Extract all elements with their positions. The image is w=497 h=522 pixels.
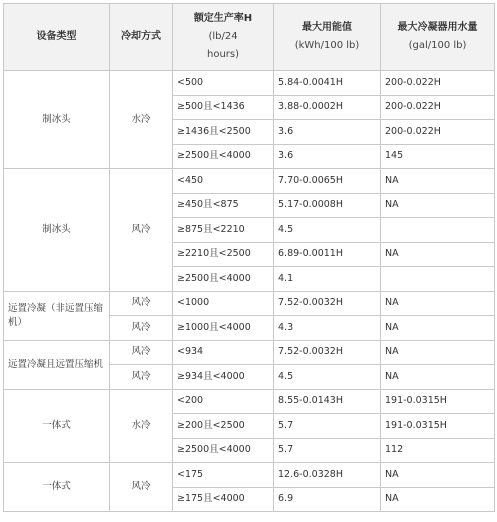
header-cooling: 冷却方式 [110,4,173,71]
water-cell: NA [381,242,495,267]
water-cell: NA [381,463,495,488]
water-cell: 200-0.022H [381,120,495,145]
cooling-cell: 水冷 [110,71,173,169]
rated-range-cell: <934 [173,340,274,365]
header-rated-title: 额定生产率H [193,13,253,24]
table-row [4,463,495,488]
water-cell: 191-0.0315H [381,389,495,414]
rated-range-cell: ≥450且<875 [173,193,274,218]
energy-cell: 4.5 [274,218,381,243]
cooling-cell: 风冷 [110,291,173,316]
ice-machine-standards-table [3,3,495,512]
header-energy [274,4,381,71]
cooling-cell: 风冷 [110,316,173,341]
table-row [4,389,495,414]
water-cell: 200-0.022H [381,95,495,120]
header-rated-production [173,4,274,71]
cooling-cell: 水冷 [110,389,173,463]
energy-cell: 7.52-0.0032H [274,291,381,316]
header-rated-unit-2: hours) [206,49,240,60]
energy-cell: 12.6-0.0328H [274,463,381,488]
rated-range-cell: ≥1436且<2500 [173,120,274,145]
header-energy-title: 最大用能值 [302,22,352,33]
header-device-type: 设备类型 [4,4,110,71]
rated-range-cell: <200 [173,389,274,414]
energy-cell: 5.17-0.0008H [274,193,381,218]
rated-range-cell: ≥2500且<4000 [173,267,274,292]
rated-range-cell: ≥2500且<4000 [173,144,274,169]
header-water-unit: (gal/100 lb) [408,40,467,51]
rated-range-cell: ≥200且<2500 [173,414,274,439]
water-cell: NA [381,193,495,218]
water-cell: NA [381,365,495,390]
header-energy-unit: (kWh/100 lb) [294,40,360,51]
rated-range-cell: ≥1000且<4000 [173,316,274,341]
water-cell: 191-0.0315H [381,414,495,439]
water-cell [381,218,495,243]
energy-cell: 6.9 [274,487,381,512]
header-row [4,4,495,71]
cooling-cell: 风冷 [110,463,173,512]
device-type-cell: 制冰头 [4,169,110,292]
rated-range-cell: ≥175且<4000 [173,487,274,512]
water-cell: 200-0.022H [381,71,495,96]
device-type-cell: 一体式 [4,389,110,463]
energy-cell: 3.6 [274,144,381,169]
energy-cell: 8.55-0.0143H [274,389,381,414]
water-cell: NA [381,316,495,341]
water-cell: NA [381,169,495,194]
water-cell: NA [381,340,495,365]
energy-cell: 5.7 [274,414,381,439]
water-cell: NA [381,291,495,316]
device-type-cell: 远置冷凝（非远置压缩机） [4,291,110,340]
rated-range-cell: ≥2210且<2500 [173,242,274,267]
water-cell: NA [381,487,495,512]
energy-cell: 4.1 [274,267,381,292]
table-row [4,71,495,96]
energy-cell: 6.89-0.0011H [274,242,381,267]
water-cell: 112 [381,438,495,463]
rated-range-cell: <450 [173,169,274,194]
device-type-cell: 一体式 [4,463,110,512]
rated-range-cell: ≥934且<4000 [173,365,274,390]
energy-cell: 4.5 [274,365,381,390]
table-body [4,71,495,512]
energy-cell: 5.7 [274,438,381,463]
energy-cell: 7.52-0.0032H [274,340,381,365]
header-water [381,4,495,71]
rated-range-cell: <1000 [173,291,274,316]
water-cell [381,267,495,292]
energy-cell: 3.6 [274,120,381,145]
header-rated-unit-1: (lb/24 [208,31,238,42]
energy-cell: 5.84-0.0041H [274,71,381,96]
energy-cell: 3.88-0.0002H [274,95,381,120]
rated-range-cell: ≥875且<2210 [173,218,274,243]
rated-range-cell: ≥500且<1436 [173,95,274,120]
table-row [4,340,495,365]
device-type-cell: 远置冷凝且远置压缩机 [4,340,110,389]
rated-range-cell: <500 [173,71,274,96]
header-water-title: 最大冷凝器用水量 [397,22,478,33]
energy-cell: 7.70-0.0065H [274,169,381,194]
device-type-cell: 制冰头 [4,71,110,169]
table-row [4,169,495,194]
table-row [4,291,495,316]
rated-range-cell: ≥2500且<4000 [173,438,274,463]
cooling-cell: 风冷 [110,340,173,365]
energy-cell: 4.3 [274,316,381,341]
water-cell: 145 [381,144,495,169]
cooling-cell: 风冷 [110,169,173,292]
cooling-cell: 风冷 [110,365,173,390]
rated-range-cell: <175 [173,463,274,488]
